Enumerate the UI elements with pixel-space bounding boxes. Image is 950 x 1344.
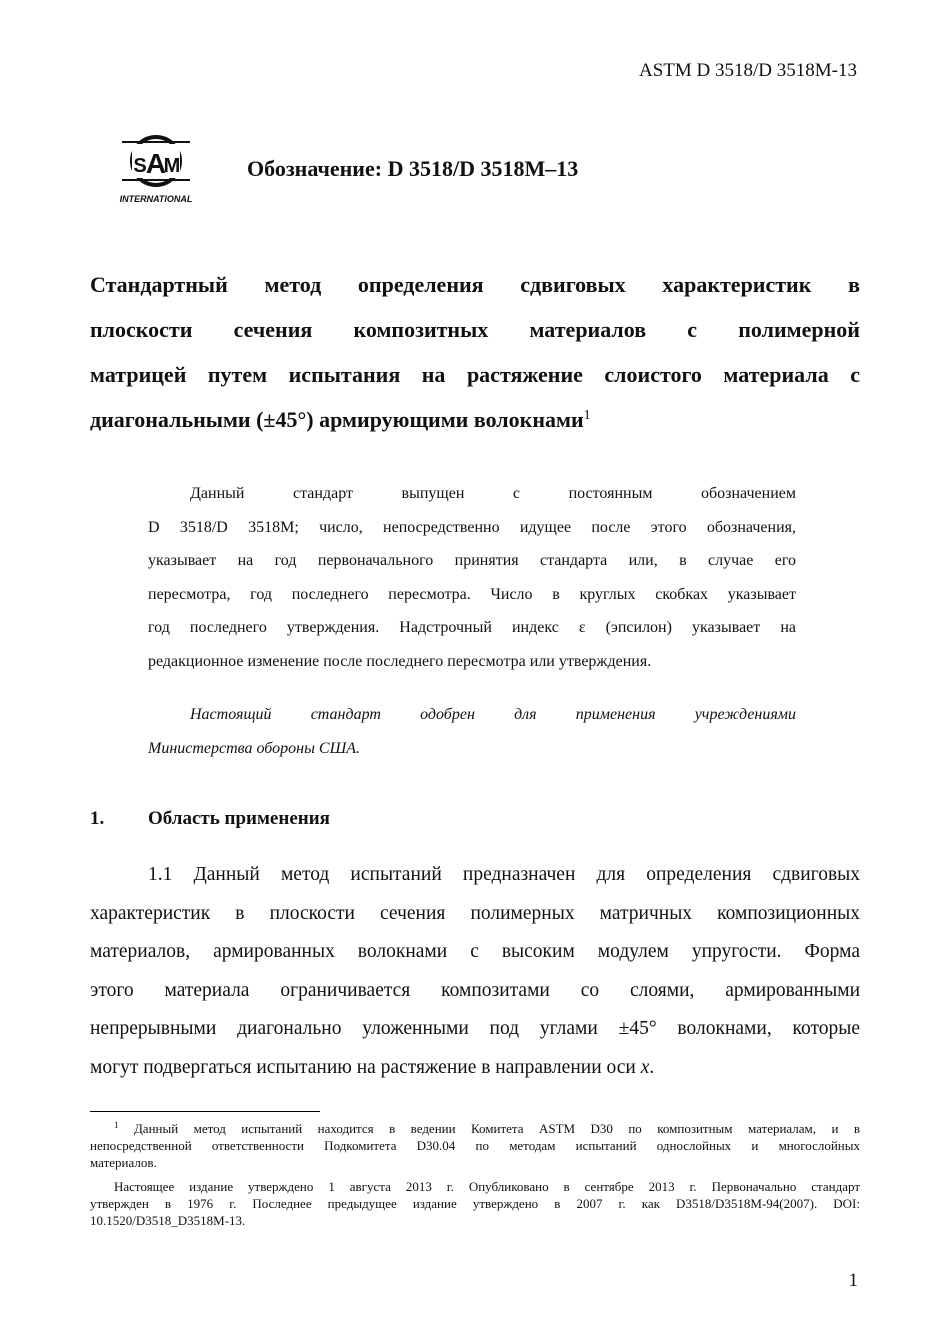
designation-heading: Обозначение: D 3518/D 3518M–13: [247, 156, 579, 181]
paragraph-line: материалов, армированных волокнами с высоким модулем упругости. Форма: [90, 941, 860, 962]
footnote-line: материалов.: [90, 1155, 157, 1170]
footnote-line: непосредственной ответственности Подкомитета D30.04 по методам испытаний однослойных и многослойных: [90, 1138, 860, 1153]
paragraph-line: характеристик в плоскости сечения полимерных матричных композиционных: [90, 902, 860, 924]
title-line: плоскости сечения композитных материалов с полимерной: [90, 317, 860, 342]
dod-approval-note: [148, 698, 796, 765]
section-heading-scope: [90, 808, 330, 830]
astm-logo-icon: [118, 128, 202, 206]
notice-line: пересмотра, год последнего пересмотра. Число в круглых скобках указывает: [148, 585, 796, 603]
document-title: [90, 262, 860, 442]
approval-line: Настоящий стандарт одобрен для применения учреждениями: [190, 706, 796, 723]
footnote-line: утвержден в 1976 г. Последнее предыдущее издание утверждено в 2007 г. как D3518/D3518M-94(2007). DOI:: [90, 1196, 860, 1211]
title-line-last: диагональными (±45°) армирующими волокнами$^1$: [90, 407, 591, 432]
footnote-mark: 1: [114, 1120, 119, 1130]
paragraph-line: непрерывными диагонально уложенными под углами ±45° волокнами, которые: [90, 1018, 860, 1039]
title-line: матрицей путем испытания на растяжение слоистого материала с: [90, 362, 860, 387]
designation-notice: [148, 477, 796, 678]
axis-symbol: x: [640, 1056, 650, 1078]
scope-paragraph: [90, 856, 860, 1087]
title-footnote-mark: 1: [583, 408, 591, 423]
document-code-header: ASTM D 3518/D 3518M-13: [639, 60, 857, 81]
svg-text:M: M: [163, 155, 181, 177]
notice-line: указывает на год первоначального принятия стандарта или, в случае его: [148, 552, 796, 569]
paragraph-line-last: могут подвергаться испытанию на растяжение в направлении оси x.: [90, 1056, 655, 1078]
svg-text:A: A: [145, 148, 167, 179]
notice-line: Данный стандарт выпущен с постоянным обозначением: [190, 485, 796, 502]
footnote-line: $^1$ Данный метод испытаний находится в ведении Комитета ASTM D30 по композитным материалам, и в: [114, 1120, 861, 1136]
notice-line: D 3518/D 3518M; число, непосредственно идущее после этого обозначения,: [148, 518, 796, 536]
section-number: 1.: [90, 808, 105, 829]
notice-line: редакционное изменение после последнего пересмотра или утверждения.: [148, 652, 652, 670]
notice-line: год последнего утверждения. Надстрочный индекс ε (эпсилон) указывает на: [148, 619, 796, 636]
title-line: Стандартный метод определения сдвиговых характеристик в: [90, 272, 860, 297]
footnote-divider: [90, 1111, 320, 1112]
approval-line: Министерства обороны США.: [148, 739, 361, 757]
footnote-1: [90, 1120, 860, 1171]
paragraph-line: 1.1 Данный метод испытаний предназначен для определения сдвиговых: [148, 864, 860, 885]
footnote-line: 10.1520/D3518_D3518M-13.: [90, 1213, 246, 1228]
paragraph-line: этого материала ограничивается композитами со слоями, армированными: [90, 979, 860, 1001]
svg-text:INTERNATIONAL: INTERNATIONAL: [119, 194, 193, 204]
footnote-line: Настоящее издание утверждено 1 августа 2013 г. Опубликовано в сентябре 2013 г. Первоначально стандарт: [114, 1179, 860, 1194]
section-title: Область применения: [148, 808, 330, 829]
svg-text:S: S: [133, 155, 147, 177]
footnote-edition: [90, 1178, 860, 1229]
page-number: 1: [848, 1270, 858, 1291]
